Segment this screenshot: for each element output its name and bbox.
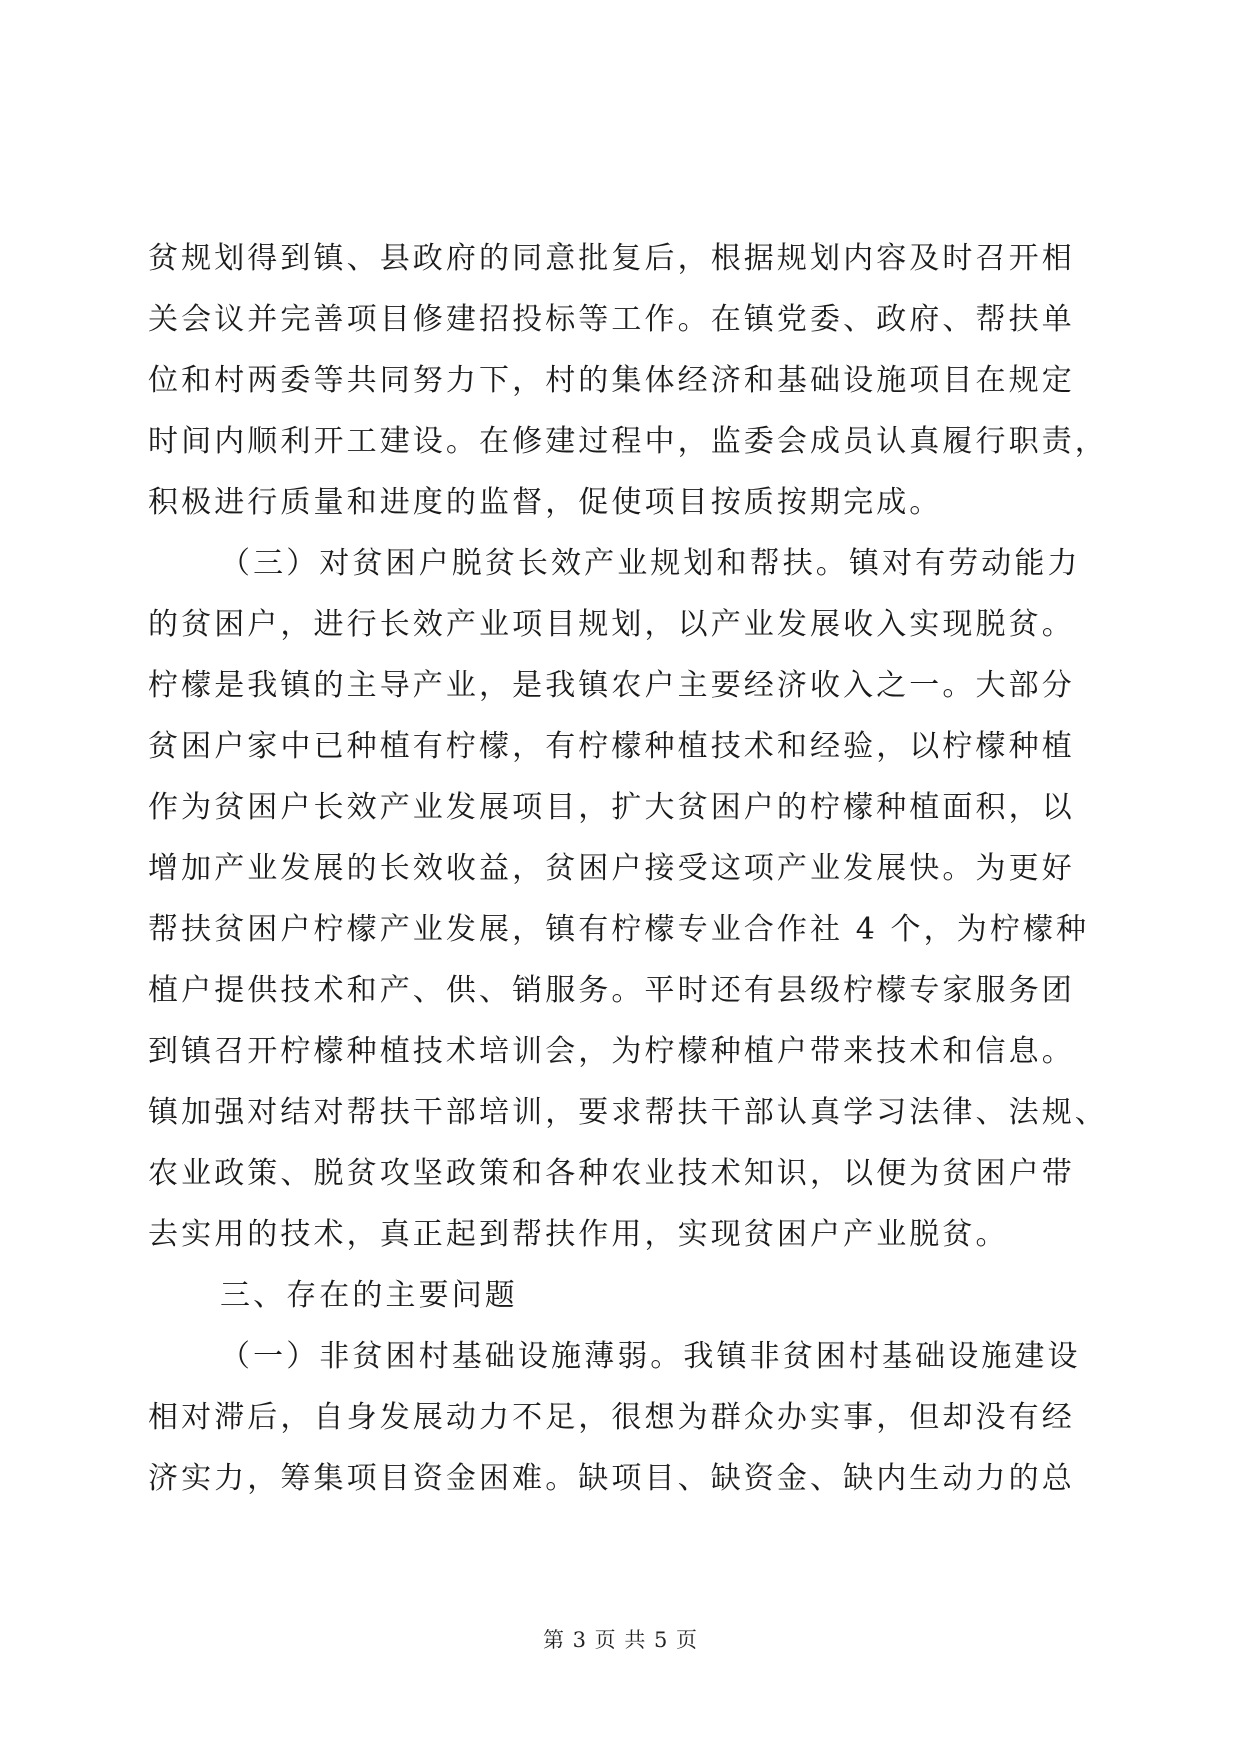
text-line: 植户提供技术和产、供、销服务。平时还有县级柠檬专家服务团 <box>148 973 1075 1008</box>
text-line: 帮扶贫困户柠檬产业发展，镇有柠檬专业合作社 4 个，为柠檬种 <box>148 912 1090 947</box>
document-body <box>148 228 1108 1509</box>
text-line: 作为贫困户长效产业发展项目，扩大贫困户的柠檬种植面积，以 <box>148 790 1075 825</box>
text-line: 积极进行质量和进度的监督，促使项目按质按期完成。 <box>148 485 943 520</box>
text-line: 位和村两委等共同努力下，村的集体经济和基础设施项目在规定 <box>148 363 1075 398</box>
text-line: 到镇召开柠檬种植技术培训会，为柠檬种植户带来技术和信息。 <box>148 1034 1075 1069</box>
text-line: （三）对贫困户脱贫长效产业规划和帮扶。镇对有劳动能力 <box>220 546 1081 581</box>
text-line: 相对滞后，自身发展动力不足，很想为群众办实事，但却没有经 <box>148 1400 1075 1435</box>
text-line: 关会议并完善项目修建招投标等工作。在镇党委、政府、帮扶单 <box>148 302 1075 337</box>
text-line: 农业政策、脱贫攻坚政策和各种农业技术知识，以便为贫困户带 <box>148 1156 1075 1191</box>
text-line: 时间内顺利开工建设。在修建过程中，监委会成员认真履行职责， <box>148 424 1108 459</box>
text-line: 的贫困户，进行长效产业项目规划，以产业发展收入实现脱贫。 <box>148 607 1075 642</box>
text-line: 贫规划得到镇、县政府的同意批复后，根据规划内容及时召开相 <box>148 241 1075 276</box>
text-line: 柠檬是我镇的主导产业，是我镇农户主要经济收入之一。大部分 <box>148 668 1075 703</box>
text-line: 贫困户家中已种植有柠檬，有柠檬种植技术和经验，以柠檬种植 <box>148 729 1075 764</box>
text-line: 去实用的技术，真正起到帮扶作用，实现贫困户产业脱贫。 <box>148 1217 1009 1252</box>
page-footer: 第 3 页 共 5 页 <box>542 1628 699 1652</box>
text-line: （一）非贫困村基础设施薄弱。我镇非贫困村基础设施建设 <box>220 1339 1081 1374</box>
text-line: 增加产业发展的长效收益，贫困户接受这项产业发展快。为更好 <box>148 851 1075 886</box>
text-line: 镇加强对结对帮扶干部培训，要求帮扶干部认真学习法律、法规、 <box>148 1095 1108 1130</box>
text-line: 济实力，筹集项目资金困难。缺项目、缺资金、缺内生动力的总 <box>148 1461 1075 1496</box>
text-line: 三、存在的主要问题 <box>220 1278 518 1313</box>
